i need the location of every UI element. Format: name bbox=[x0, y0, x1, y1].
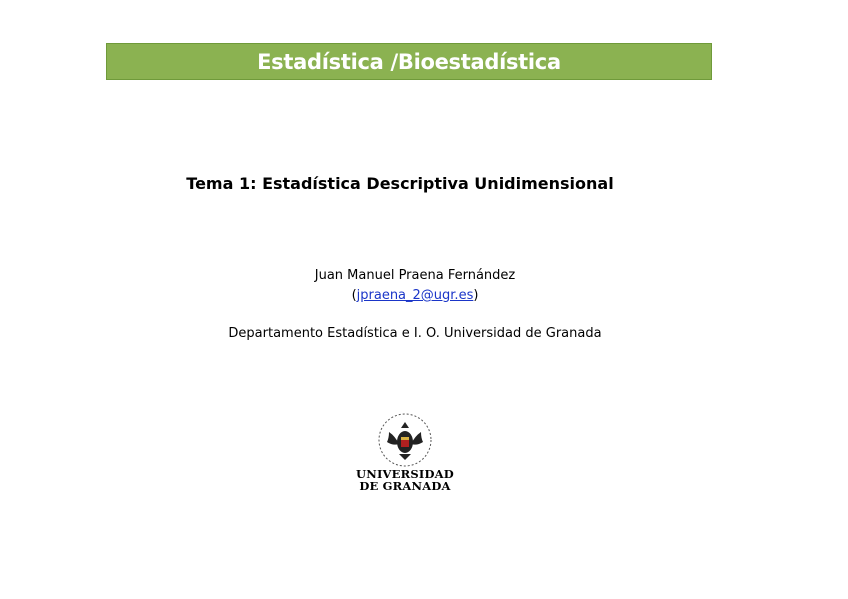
author-name: Juan Manuel Praena Fernández bbox=[314, 268, 516, 283]
topic-title: Tema 1: Estadística Descriptiva Unidimensional bbox=[186, 174, 614, 193]
email-close-paren: ) bbox=[473, 288, 479, 303]
author-email-line bbox=[0, 288, 830, 303]
title-banner bbox=[106, 43, 712, 80]
university-logo bbox=[355, 412, 455, 507]
email-open-paren: ( bbox=[351, 288, 357, 303]
department-name: Departamento Estadística e I. O. Universidad de Granada bbox=[228, 326, 602, 341]
logo-line-1: UNIVERSIDAD bbox=[356, 467, 454, 481]
page-title: Estadística /Bioestadística bbox=[257, 49, 561, 74]
author-email-link[interactable]: jpraena_2@ugr.es bbox=[356, 288, 474, 303]
university-crest-icon bbox=[377, 412, 433, 468]
logo-line-2: DE GRANADA bbox=[359, 479, 451, 493]
